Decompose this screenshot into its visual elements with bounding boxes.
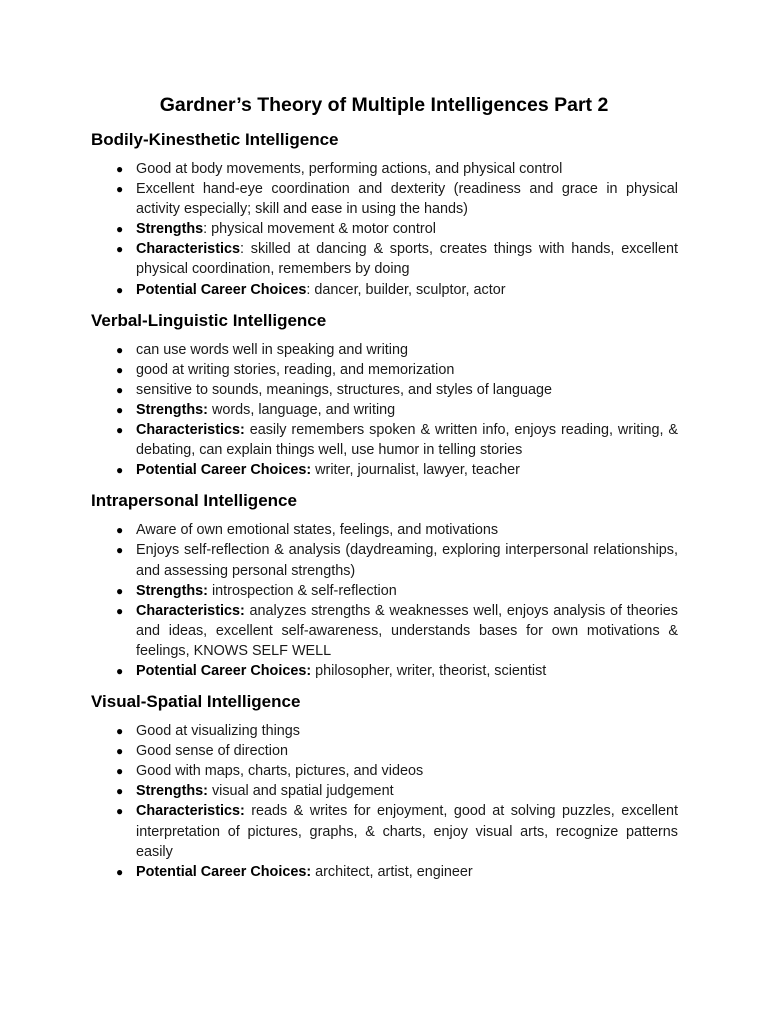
bullet-icon: ● (116, 282, 124, 297)
list-item (116, 540, 678, 580)
item-text: philosopher, writer, theorist, scientist (311, 662, 547, 679)
item-text: : dancer, builder, sculptor, actor (306, 281, 506, 298)
item-label: Strengths: (136, 401, 208, 418)
bullet-icon: ● (116, 603, 124, 618)
list-item (116, 601, 678, 661)
list-item (116, 159, 678, 179)
item-text: reads & writes for enjoyment, good at solving puzzles, excellent interpretation of pictures, graphs, & charts, enjoy visual arts, recognize patterns easily (136, 803, 678, 860)
item-text: Good sense of direction (136, 743, 288, 760)
bullet-icon: ● (116, 764, 124, 779)
bullet-icon: ● (116, 382, 124, 397)
section-heading: Bodily-Kinesthetic Intelligence (91, 130, 339, 149)
item-text: architect, artist, engineer (311, 863, 473, 880)
bullet-icon: ● (116, 222, 124, 237)
list-item (116, 721, 678, 741)
item-text: visual and spatial judgement (207, 783, 394, 800)
list-item (116, 360, 678, 380)
list-item (116, 781, 678, 801)
item-text: Good at visualizing things (136, 723, 300, 740)
item-text: introspection & self-reflection (207, 582, 397, 599)
bullet-icon: ● (116, 362, 124, 377)
item-label: Strengths: (136, 783, 208, 800)
bullet-icon: ● (116, 423, 124, 438)
item-text: : skilled at dancing & sports, creates things with hands, excellent physical coordination, remembers by doing (136, 241, 678, 278)
section-heading: Verbal-Linguistic Intelligence (91, 310, 327, 330)
list-item (116, 239, 678, 279)
section-heading: Visual-Spatial Intelligence (91, 692, 301, 712)
item-label: Strengths (136, 221, 204, 238)
item-label: Potential Career Choices (136, 281, 307, 298)
bullet-list (91, 340, 678, 481)
bullet-icon: ● (116, 463, 124, 478)
item-text: analyzes strengths & weaknesses well, enjoys analysis of theories and ideas, excellent self-awareness, understands bases for own motivations & feelings, KNOWS SELF WELL (136, 602, 678, 659)
item-label: Potential Career Choices: (136, 863, 312, 880)
bullet-list (91, 721, 678, 882)
bullet-icon: ● (116, 663, 124, 678)
item-text: easily remembers spoken & written info, enjoys reading, writing, & debating, can explain things well, use humor in telling stories (136, 422, 678, 459)
list-item (116, 661, 678, 681)
list-item (116, 520, 678, 540)
item-text: Good with maps, charts, pictures, and videos (136, 763, 424, 780)
bullet-icon: ● (116, 804, 124, 819)
bullet-icon: ● (116, 342, 124, 357)
bullet-icon: ● (116, 402, 124, 417)
bullet-icon: ● (116, 242, 124, 257)
section (91, 128, 678, 300)
bullet-icon: ● (116, 523, 124, 538)
item-label: Characteristics: (136, 422, 245, 439)
list-item (116, 340, 678, 360)
document-title: Gardner’s Theory of Multiple Intelligences Part 2 (159, 94, 609, 116)
item-text: Excellent hand-eye coordination and dexterity (readiness and grace in physical activity especially; skill and ease in using the hands) (136, 181, 678, 218)
section (91, 309, 678, 481)
list-item (116, 741, 678, 761)
item-label: Strengths: (136, 582, 208, 599)
item-text: sensitive to sounds, meanings, structures, and styles of language (136, 381, 552, 398)
bullet-icon: ● (116, 543, 124, 558)
bullet-icon: ● (116, 724, 124, 739)
list-item (116, 581, 678, 601)
list-item (116, 280, 678, 300)
bullet-icon: ● (116, 744, 124, 759)
item-label: Characteristics (136, 241, 240, 258)
list-item (116, 420, 678, 460)
list-item (116, 219, 678, 239)
list-item (116, 801, 678, 861)
list-item (116, 179, 678, 219)
section (91, 690, 678, 882)
item-label: Potential Career Choices: (136, 462, 312, 479)
item-text: Good at body movements, performing actions, and physical control (136, 161, 563, 177)
bullet-list (91, 520, 678, 681)
section-heading: Intrapersonal Intelligence (91, 491, 297, 511)
bullet-list (91, 159, 678, 300)
section (91, 489, 678, 681)
item-text: can use words well in speaking and writing (136, 341, 408, 358)
list-item (116, 862, 678, 882)
bullet-icon: ● (116, 162, 124, 176)
item-text: words, language, and writing (207, 401, 396, 418)
item-label: Potential Career Choices: (136, 662, 312, 679)
item-label: Characteristics: (136, 803, 245, 820)
list-item (116, 380, 678, 400)
item-label: Characteristics: (136, 602, 245, 619)
bullet-icon: ● (116, 784, 124, 799)
bullet-icon: ● (116, 182, 124, 197)
sections-container (91, 128, 678, 891)
item-text: : physical movement & motor control (203, 221, 436, 238)
item-text: writer, journalist, lawyer, teacher (311, 462, 520, 479)
item-text: Enjoys self-reflection & analysis (daydreaming, exploring interpersonal relationships, and assessing personal strengths) (136, 542, 678, 579)
list-item (116, 761, 678, 781)
bullet-icon: ● (116, 864, 124, 879)
item-text: Aware of own emotional states, feelings, and motivations (136, 522, 499, 539)
item-text: good at writing stories, reading, and memorization (136, 361, 455, 378)
list-item (116, 460, 678, 480)
bullet-icon: ● (116, 583, 124, 598)
list-item (116, 400, 678, 420)
